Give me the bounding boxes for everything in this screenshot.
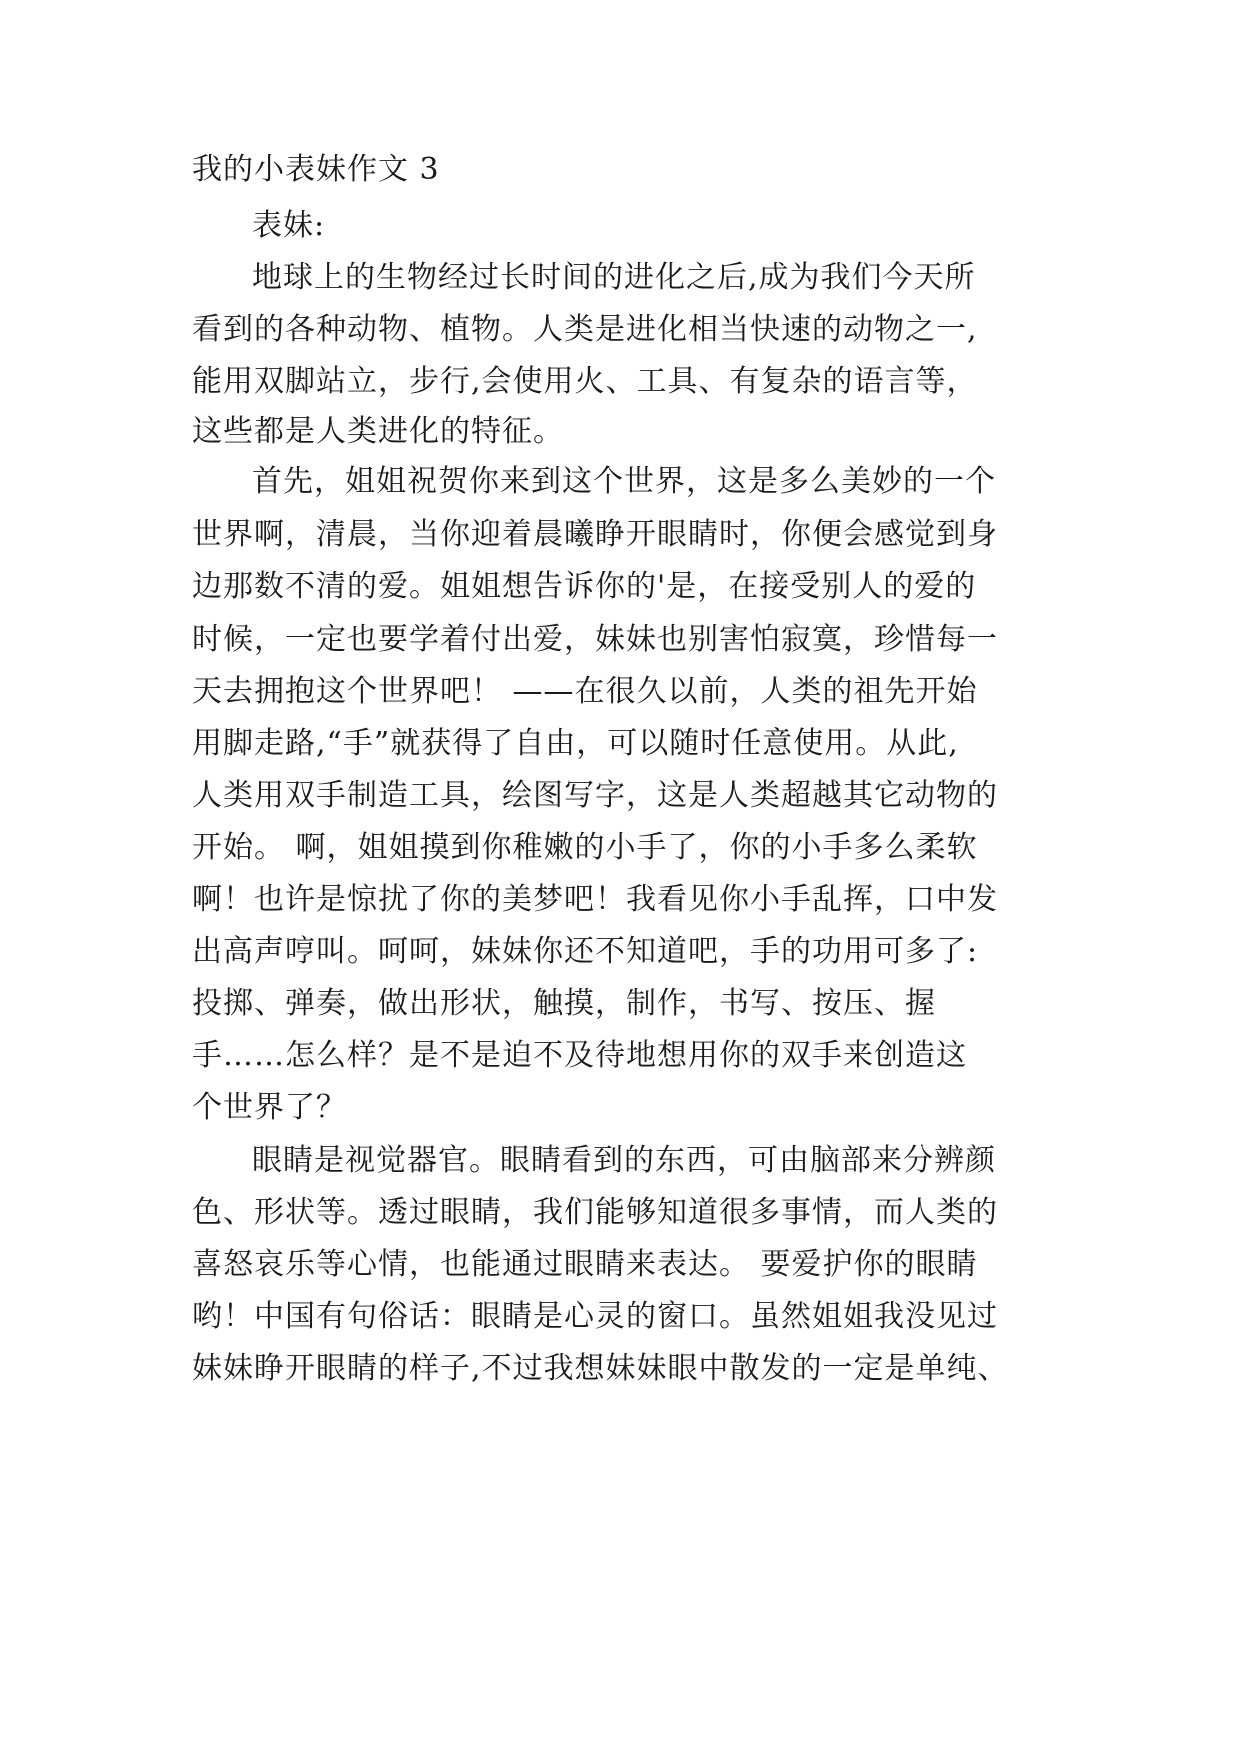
paragraph-1-line-2: 看到的各种动物、植物。人类是进化相当快速的动物之一, — [192, 312, 978, 347]
paragraph-3-line-4: 哟！中国有句俗话：眼睛是心灵的窗口。虽然姐姐我没见过 — [192, 1299, 998, 1334]
paragraph-2-line-10: 出高声哼叫。呵呵，妹妹你还不知道吧，手的功用可多了: — [192, 934, 979, 969]
paragraph-2-line-8: 开始。 啊，姐姐摸到你稚嫩的小手了，你的小手多么柔软 — [192, 830, 978, 865]
paragraph-2-line-2: 世界啊，清晨，当你迎着晨曦睁开眼睛时，你便会感觉到身 — [192, 517, 998, 552]
paragraph-2-line-7: 人类用双手制造工具，绘图写字，这是人类超越其它动物的 — [192, 778, 998, 813]
document-title: 我的小表妹作文 3 — [192, 152, 440, 187]
paragraph-2-line-13: 个世界了？ — [192, 1090, 347, 1125]
paragraph-1-line-4: 这些都是人类进化的特征。 — [192, 414, 564, 449]
paragraph-3-line-3: 喜怒哀乐等心情，也能通过眼睛来表达。 要爱护你的眼睛 — [192, 1247, 978, 1282]
paragraph-3-line-5: 妹妹睁开眼睛的样子,不过我想妹妹眼中散发的一定是单纯、 — [192, 1351, 1009, 1386]
paragraph-2-line-6: 用脚走路,“手”就获得了自由，可以随时任意使用。从此, — [192, 726, 959, 761]
salutation: 表妹: — [252, 208, 326, 243]
paragraph-2-line-4: 时候，一定也要学着付出爱，妹妹也别害怕寂寞，珍惜每一 — [192, 622, 998, 657]
paragraph-3-line-2: 色、形状等。透过眼睛，我们能够知道很多事情，而人类的 — [192, 1195, 998, 1230]
paragraph-1-line-1: 地球上的生物经过长时间的进化之后,成为我们今天所 — [252, 260, 976, 295]
paragraph-1-line-3: 能用双脚站立，步行,会使用火、工具、有复杂的语言等， — [192, 364, 978, 399]
paragraph-2-line-12: 手……怎么样？是不是迫不及待地想用你的双手来创造这 — [192, 1038, 967, 1073]
paragraph-2-line-1: 首先，姐姐祝贺你来到这个世界，这是多么美妙的一个 — [252, 464, 996, 499]
paragraph-3-line-1: 眼睛是视觉器官。眼睛看到的东西，可由脑部来分辨颜 — [252, 1143, 996, 1178]
paragraph-2-line-11: 投掷、弹奏，做出形状，触摸，制作，书写、按压、握 — [192, 986, 936, 1021]
paragraph-2-line-5: 天去拥抱这个世界吧！ ——在很久以前，人类的祖先开始 — [192, 674, 978, 709]
paragraph-2-line-9: 啊！也许是惊扰了你的美梦吧！我看见你小手乱挥，口中发 — [192, 882, 998, 917]
paragraph-2-line-3: 边那数不清的爱。姐姐想告诉你的'是，在接受别人的爱的 — [192, 569, 977, 604]
